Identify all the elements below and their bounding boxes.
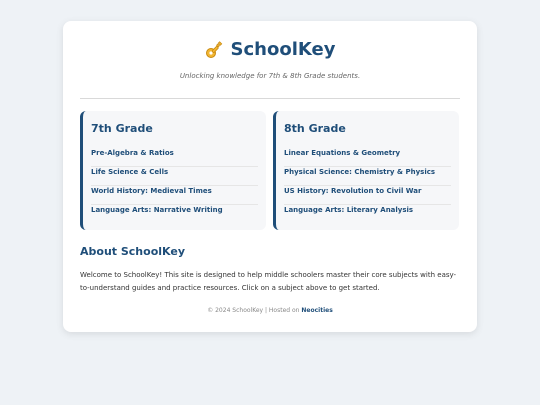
grade-8-section — [273, 111, 459, 230]
main-card — [63, 21, 477, 332]
about-text: Welcome to SchoolKey! This site is designed to help middle schoolers master their core subjects with easy-to-understand guides and practice resources. Click on a subject above to get started. — [80, 271, 457, 292]
key-icon — [205, 40, 225, 60]
about-title: About SchoolKey — [80, 245, 185, 258]
subject-link-us-history[interactable]: US History: Revolution to Civil War — [284, 187, 451, 205]
subject-link-language-arts-7[interactable]: Language Arts: Narrative Writing — [91, 206, 223, 214]
grade-8-title: 8th Grade — [284, 122, 346, 135]
subject-link-physical-science[interactable]: Physical Science: Chemistry & Physics — [284, 168, 451, 186]
tagline: Unlocking knowledge for 7th & 8th Grade students. — [179, 72, 361, 80]
subject-link-world-history[interactable]: World History: Medieval Times — [91, 187, 258, 205]
subject-link-life-science[interactable]: Life Science & Cells — [91, 168, 258, 186]
subject-link-language-arts-8[interactable]: Language Arts: Literary Analysis — [284, 206, 414, 214]
footer-text: © 2024 SchoolKey | Hosted on — [207, 307, 300, 314]
grade-7-title: 7th Grade — [91, 122, 153, 135]
subject-link-linear-equations[interactable]: Linear Equations & Geometry — [284, 149, 451, 167]
subject-link-pre-algebra[interactable]: Pre-Algebra & Ratios — [91, 149, 258, 167]
title-row — [63, 39, 477, 60]
site-header — [63, 39, 477, 80]
site-title: SchoolKey — [230, 39, 336, 60]
header-divider — [80, 98, 460, 99]
footer — [63, 307, 477, 314]
grade-7-section — [80, 111, 266, 230]
neocities-link[interactable]: Neocities — [301, 307, 333, 314]
